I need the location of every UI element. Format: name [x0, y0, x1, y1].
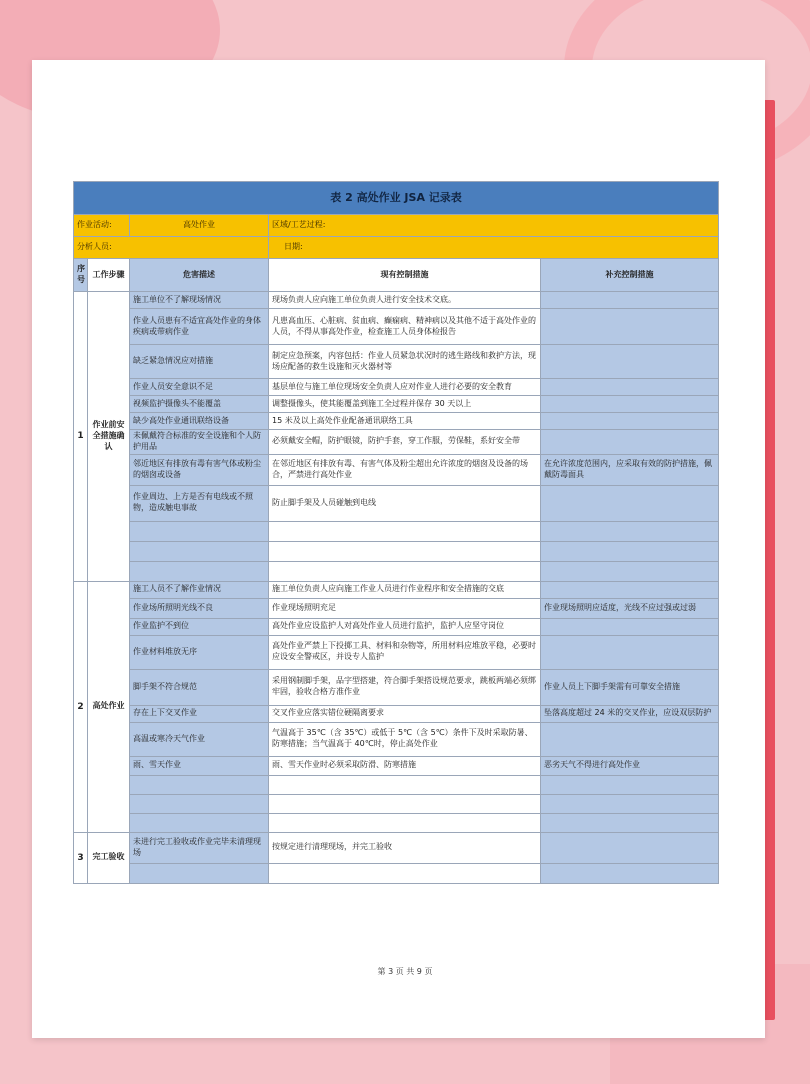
extra-control-cell	[541, 863, 719, 883]
table-row	[74, 722, 719, 756]
control-cell: 气温高于 35℃（含 35℃）或低于 5℃（含 5℃）条件下及时采取防暑、防寒措施；当气温高于 40℃时，停止高处作业	[269, 722, 541, 756]
extra-control-cell	[541, 794, 719, 813]
table-row	[74, 775, 719, 794]
control-cell	[269, 813, 541, 832]
control-cell: 在邻近地区有排放有毒、有害气体及粉尘超出允许浓度的烟囱及设备的场合，严禁进行高处作业	[269, 454, 541, 485]
extra-control-cell	[541, 618, 719, 635]
extra-control-cell	[541, 581, 719, 598]
hazard-cell	[130, 561, 269, 581]
control-cell: 制定应急预案，内容包括：作业人员紧急状况时的逃生路线和救护方法，现场应配备的救生设施和灭火器材等	[269, 345, 541, 379]
hazard-cell: 未进行完工验收或作业完毕未清理现场	[130, 832, 269, 863]
extra-control-cell	[541, 345, 719, 379]
control-cell: 施工单位负责人应向施工作业人员进行作业程序和安全措施的交底	[269, 581, 541, 598]
extra-control-cell	[541, 832, 719, 863]
jsa-record-table	[73, 181, 719, 884]
table-row	[74, 705, 719, 722]
control-cell: 采用钢制脚手架，品字型搭建，符合脚手架搭设规范要求，跳板两端必须绑牢固，验收合格方准作业	[269, 669, 541, 705]
header-control: 现有控制措施	[269, 259, 541, 292]
header-extra: 补充控制措施	[541, 259, 719, 292]
control-cell: 必须戴安全帽，防护眼镜，防护手套，穿工作服，劳保鞋，系好安全带	[269, 430, 541, 455]
hazard-cell: 雨、雪天作业	[130, 756, 269, 775]
extra-control-cell	[541, 722, 719, 756]
header-hazard: 危害描述	[130, 259, 269, 292]
control-cell: 作业现场照明充足	[269, 598, 541, 618]
table-row	[74, 413, 719, 430]
extra-control-cell: 恶劣天气不得进行高处作业	[541, 756, 719, 775]
table-row	[74, 292, 719, 309]
control-cell	[269, 863, 541, 883]
table-row	[74, 581, 719, 598]
hazard-cell: 未佩戴符合标准的安全设施和个人防护用品	[130, 430, 269, 455]
table-row	[74, 541, 719, 561]
table-row	[74, 756, 719, 775]
extra-control-cell	[541, 292, 719, 309]
table-row	[74, 485, 719, 521]
table-row	[74, 521, 719, 541]
control-cell: 雨、雪天作业时必须采取防滑、防寒措施	[269, 756, 541, 775]
table-title: 表 2 高处作业 JSA 记录表	[74, 182, 719, 215]
table-row	[74, 618, 719, 635]
table-row	[74, 379, 719, 396]
analyst-label: 分析人员:	[74, 237, 269, 259]
control-cell: 调整摄像头，使其能覆盖到施工全过程并保存 30 天以上	[269, 396, 541, 413]
step-number: 1	[74, 292, 88, 582]
control-cell: 15 米及以上高处作业配备通讯联络工具	[269, 413, 541, 430]
step-name: 高处作业	[88, 581, 130, 832]
extra-control-cell	[541, 379, 719, 396]
hazard-cell: 作业人员安全意识不足	[130, 379, 269, 396]
step-name: 作业前安全措施确认	[88, 292, 130, 582]
activity-value: 高处作业	[130, 215, 269, 237]
table-row	[74, 669, 719, 705]
page-number: 第 3 页 共 9 页	[377, 967, 433, 976]
control-cell: 基层单位与施工单位现场安全负责人应对作业人进行必要的安全教育	[269, 379, 541, 396]
extra-control-cell	[541, 541, 719, 561]
hazard-cell	[130, 521, 269, 541]
extra-control-cell	[541, 775, 719, 794]
hazard-cell	[130, 541, 269, 561]
table-row	[74, 430, 719, 455]
extra-control-cell	[541, 813, 719, 832]
hazard-cell: 脚手架不符合规范	[130, 669, 269, 705]
hazard-cell: 作业监护不到位	[130, 618, 269, 635]
date-label: 日期:	[269, 237, 719, 259]
control-cell	[269, 521, 541, 541]
hazard-cell: 作业场所照明光线不良	[130, 598, 269, 618]
activity-label: 作业活动:	[74, 215, 130, 237]
control-cell: 防止脚手架及人员碰触到电线	[269, 485, 541, 521]
extra-control-cell: 坠落高度超过 24 米的交叉作业，应设双层防护	[541, 705, 719, 722]
table-row	[74, 309, 719, 345]
table-row	[74, 832, 719, 863]
hazard-cell	[130, 794, 269, 813]
step-name: 完工验收	[88, 832, 130, 883]
hazard-cell: 邻近地区有排放有毒有害气体或粉尘的烟囱或设备	[130, 454, 269, 485]
hazard-cell: 视频监护摄像头不能覆盖	[130, 396, 269, 413]
table-row	[74, 635, 719, 669]
table-row	[74, 345, 719, 379]
control-cell	[269, 541, 541, 561]
control-cell: 现场负责人应向施工单位负责人进行安全技术交底。	[269, 292, 541, 309]
extra-control-cell	[541, 413, 719, 430]
table-row	[74, 598, 719, 618]
extra-control-cell: 在允许浓度范围内，应采取有效的防护措施，佩戴防毒面具	[541, 454, 719, 485]
control-cell	[269, 561, 541, 581]
hazard-cell: 缺少高处作业通讯联络设备	[130, 413, 269, 430]
extra-control-cell	[541, 635, 719, 669]
extra-control-cell: 作业现场照明应适度，光线不应过强或过弱	[541, 598, 719, 618]
control-cell: 按规定进行清理现场，并完工验收	[269, 832, 541, 863]
control-cell	[269, 775, 541, 794]
document-page	[32, 60, 765, 1038]
hazard-cell	[130, 775, 269, 794]
header-step: 工作步骤	[88, 259, 130, 292]
control-cell: 交叉作业应落实错位硬隔离要求	[269, 705, 541, 722]
area-label: 区域/工艺过程:	[269, 215, 719, 237]
extra-control-cell: 作业人员上下脚手架需有可靠安全措施	[541, 669, 719, 705]
control-cell: 凡患高血压、心脏病、贫血病、癫痫病、精神病以及其他不适于高处作业的人员，不得从事高处作业，检查施工人员身体检报告	[269, 309, 541, 345]
extra-control-cell	[541, 521, 719, 541]
step-number: 3	[74, 832, 88, 883]
control-cell	[269, 794, 541, 813]
hazard-cell	[130, 813, 269, 832]
table-row	[74, 813, 719, 832]
table-row	[74, 454, 719, 485]
control-cell: 高处作业应设监护人对高处作业人员进行监护，监护人应坚守岗位	[269, 618, 541, 635]
extra-control-cell	[541, 396, 719, 413]
extra-control-cell	[541, 561, 719, 581]
table-row	[74, 396, 719, 413]
extra-control-cell	[541, 485, 719, 521]
hazard-cell: 高温或寒冷天气作业	[130, 722, 269, 756]
table-row	[74, 794, 719, 813]
hazard-cell: 缺乏紧急情况应对措施	[130, 345, 269, 379]
control-cell: 高处作业严禁上下投掷工具、材料和杂物等，所用材料应堆放平稳，必要时应设安全警戒区，并设专人监护	[269, 635, 541, 669]
step-number: 2	[74, 581, 88, 832]
table-row	[74, 863, 719, 883]
hazard-cell: 施工单位不了解现场情况	[130, 292, 269, 309]
hazard-cell: 作业周边、上方是否有电线或不照物，造成触电事故	[130, 485, 269, 521]
extra-control-cell	[541, 430, 719, 455]
hazard-cell: 施工人员不了解作业情况	[130, 581, 269, 598]
hazard-cell: 作业材料堆放无序	[130, 635, 269, 669]
extra-control-cell	[541, 309, 719, 345]
hazard-cell: 作业人员患有不适宜高处作业的身体疾病或带病作业	[130, 309, 269, 345]
table-row	[74, 561, 719, 581]
header-no: 序号	[74, 259, 88, 292]
hazard-cell	[130, 863, 269, 883]
hazard-cell: 存在上下交叉作业	[130, 705, 269, 722]
